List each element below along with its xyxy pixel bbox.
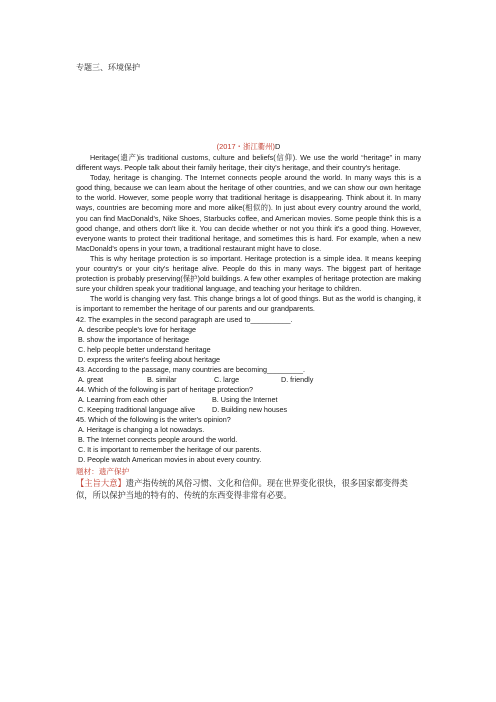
question-44-option-d: D. Building new houses: [212, 405, 288, 415]
question-43-stem: 43. According to the passage, many countries are becoming_________.: [76, 364, 305, 374]
main-idea-label: 【主旨大意】: [76, 477, 126, 488]
question-44-options-row-1: [76, 395, 421, 405]
passage-paragraph-4: The world is changing very fast. This change brings a lot of good things. But as the world is changing, it is important to remember the heritage of our parents and our grandparents.: [76, 294, 421, 314]
passage-paragraph-3: This is why heritage protection is so important. Heritage protection is a simple idea. It means keeping your country's or your city's heritage alive. People do this in many ways. The biggest part of heritage protection is probably preserving(保护)old buildings. A few other examples of heritage protection are making sure your children speak your traditional language, and teaching your heritage to children.: [76, 253, 421, 294]
passage-paragraph-2: Today, heritage is changing. The Internet connects people around the world. In many ways this is a good thing, because we can learn about the heritage of other countries, and we can show our own heritage to the world. However, some people worry that traditional heritage is disappearing. Think about it. In many ways, countries are becoming more and more alike(相似的). In just about every country around the world, you can find MacDonald's, Nike Shoes, Starbucks coffee, and American movies. Some people think this is a good change, and others don't like it. You can decide whether or not you think it's a good thing. However, everyone wants to protect their traditional heritage, and sometimes this is hard. For example, when a new MacDonald's opens in your town, a traditional restaurant might have to close.: [76, 173, 421, 253]
question-45-stem: 45. Which of the following is the writer's opinion?: [76, 415, 231, 425]
question-44-option-b: B. Using the Internet: [212, 394, 278, 404]
document-content: [76, 142, 421, 502]
passage-source: [76, 142, 421, 152]
question-44-option-a: A. Learning from each other: [78, 394, 168, 404]
question-43-option-a: A. great: [78, 374, 104, 384]
question-45-option-a: A. Heritage is changing a lot nowadays.: [78, 425, 205, 435]
question-44-stem: 44. Which of the following is part of heritage protection?: [76, 384, 253, 394]
question-42-option-c: C. help people better understand heritage: [78, 344, 211, 354]
question-42-option-a: A. describe people's love for heritage: [78, 324, 197, 334]
question-42-option-d: D. express the writer's feeling about heritage: [78, 354, 221, 364]
question-42-option-b: B. show the importance of heritage: [78, 334, 190, 344]
question-42-stem: 42. The examples in the second paragraph are used to__________.: [76, 314, 293, 324]
question-43-option-c: C. large: [214, 374, 240, 384]
passage-paragraph-1: Heritage(遗产)is traditional customs, culture and beliefs(信仰). We use the world “heritage” in many different ways. People talk about their family heritage, their city's heritage, and their country's heritage.: [76, 153, 421, 173]
main-idea-text: 遗产指传统的风俗习惯、文化和信仰。现在世界变化很快，很多国家都变得类似，所以保护当地的特有的、传统的东西变得非常有必要。: [76, 477, 408, 501]
question-43-option-b: B. similar: [147, 374, 177, 384]
topic-heading: 专题三、环境保护: [76, 63, 140, 72]
theme-tag: 题材：遗产保护: [76, 466, 130, 476]
source-letter: D: [274, 142, 281, 151]
source-label: (2017・浙江衢州): [216, 142, 275, 151]
question-45-option-b: B. The Internet connects people around the world.: [78, 435, 238, 445]
question-43-options: [76, 375, 421, 385]
question-45-option-c: C. It is important to remember the heritage of our parents.: [78, 445, 262, 455]
question-44-option-c: C. Keeping traditional language alive: [78, 405, 196, 415]
question-43-option-d: D. friendly: [281, 374, 314, 384]
question-45-option-d: D. People watch American movies in about every country.: [78, 455, 262, 465]
question-44-options-row-2: [76, 405, 421, 415]
main-idea-summary: [76, 477, 421, 502]
